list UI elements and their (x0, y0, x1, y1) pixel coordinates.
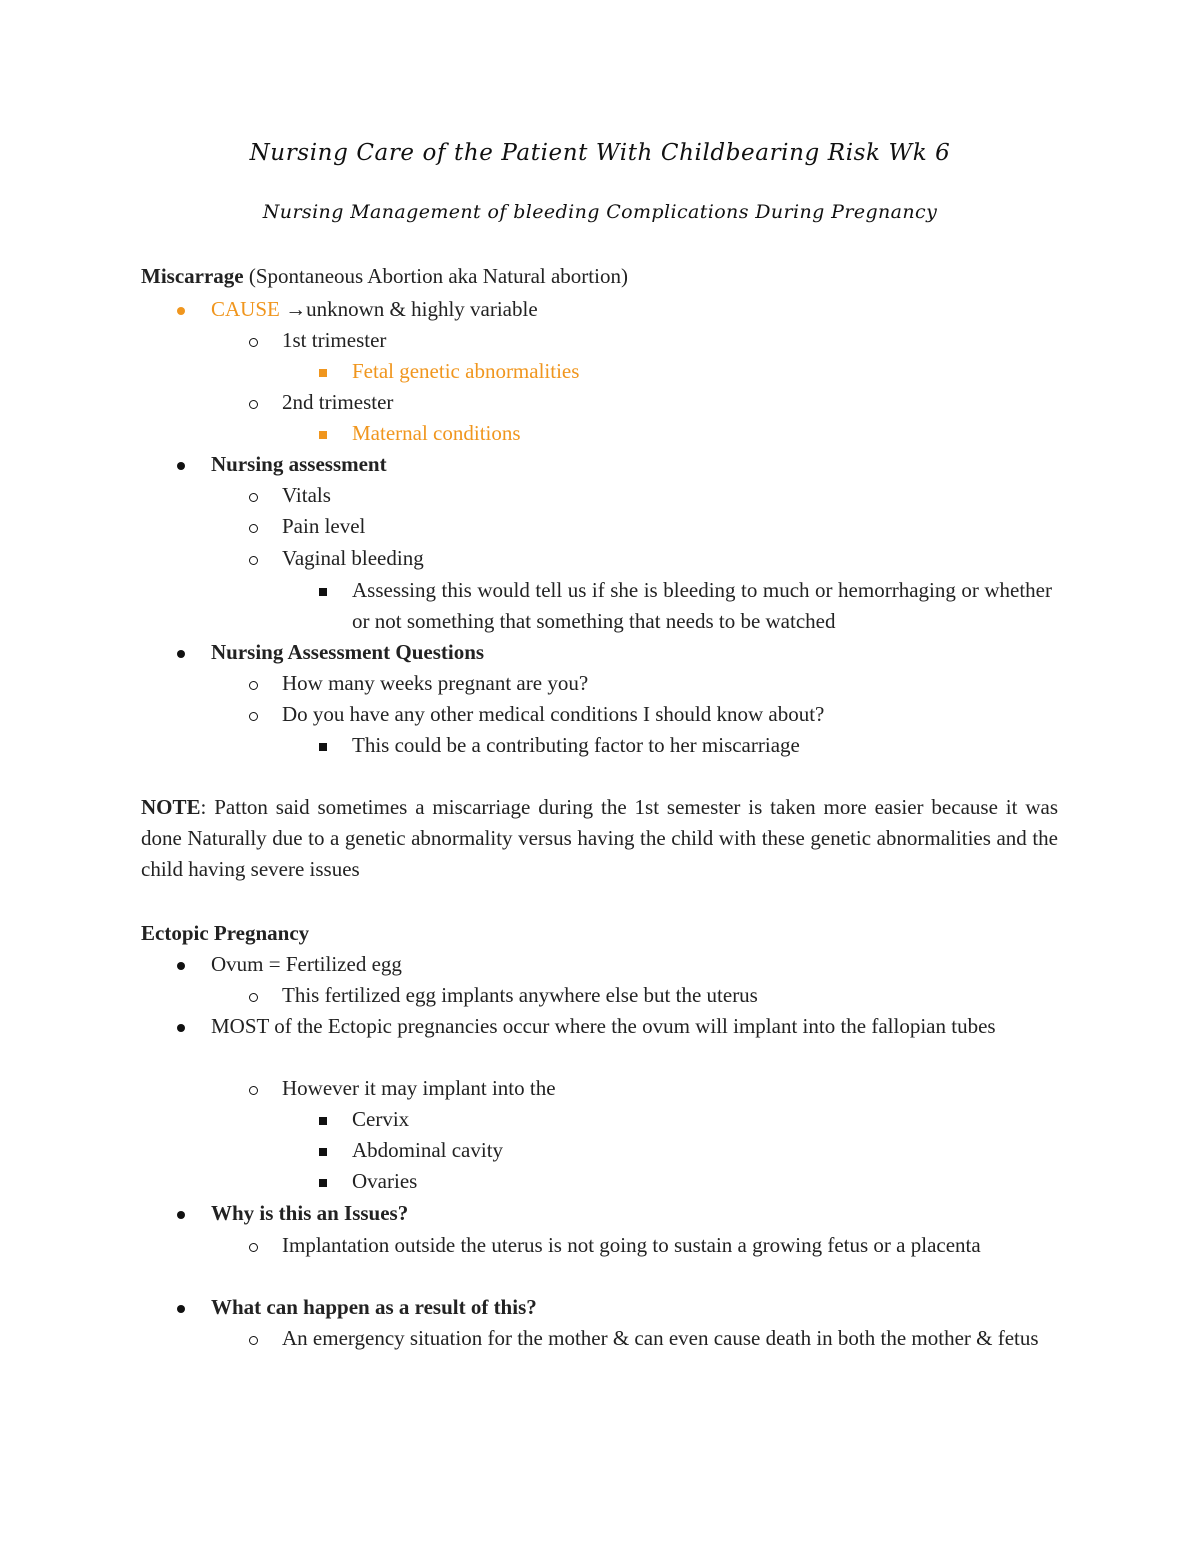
first-trimester: 1st trimester (282, 328, 387, 352)
miscarriage-heading-label: Miscarrage (141, 264, 244, 288)
page-subtitle: Nursing Management of bleeding Complications During Pregnancy (262, 201, 938, 223)
cause-item (211, 294, 538, 325)
assessment-questions: Nursing Assessment Questions (211, 640, 485, 664)
question-conditions: Do you have any other medical conditions I should know about? (282, 702, 825, 726)
bullet-ring-icon (243, 1230, 263, 1261)
bullet-square-icon (313, 575, 333, 606)
page-title: Nursing Care of the Patient With Childbearing Risk Wk 6 (249, 140, 951, 166)
however-implant: However it may implant into the (282, 1076, 556, 1100)
pain-level: Pain level (282, 514, 366, 538)
bullet-ring-icon (243, 699, 263, 730)
bullet-square-icon (313, 418, 333, 449)
maternal-conditions: Maternal conditions (352, 421, 521, 445)
bullet-ring-icon (243, 668, 263, 699)
note-text: : Patton said sometimes a miscarriage during the 1st semester is taken more easier because it was done Naturally due to a genetic abnormality versus having the child with these genetic abnormalities and the child having severe issues (141, 795, 1058, 881)
site-abdominal: Abdominal cavity (352, 1138, 504, 1162)
bullet-ring-icon (243, 480, 263, 511)
bullet-dot-icon (171, 449, 191, 480)
bullet-ring-icon (243, 1073, 263, 1104)
bullet-ring-icon (243, 543, 263, 574)
bullet-ring-icon (243, 1323, 263, 1354)
bullet-dot-icon (171, 637, 191, 668)
most-ectopic: MOST of the Ectopic pregnancies occur where the ovum will implant into the fallopian tubes (211, 1014, 996, 1038)
cause-label: CAUSE (211, 297, 280, 321)
bullet-dot-icon (171, 1198, 191, 1229)
bullet-dot-icon (171, 1011, 191, 1042)
nursing-assessment: Nursing assessment (211, 452, 387, 476)
emergency-text: An emergency situation for the mother & can even cause death in both the mother & fetus (282, 1326, 1039, 1350)
site-ovaries: Ovaries (352, 1169, 418, 1193)
bullet-square-icon (313, 1135, 333, 1166)
bullet-ring-icon (243, 325, 263, 356)
bullet-dot-icon (171, 294, 191, 325)
bullet-square-icon (313, 1166, 333, 1197)
implants-elsewhere: This fertilized egg implants anywhere else but the uterus (282, 983, 758, 1007)
bullet-dot-icon (171, 949, 191, 980)
bullet-ring-icon (243, 980, 263, 1011)
bullet-square-icon (313, 1104, 333, 1135)
contributing-factor: This could be a contributing factor to her miscarriage (352, 733, 800, 757)
fetal-genetic: Fetal genetic abnormalities (352, 359, 580, 383)
vaginal-bleeding: Vaginal bleeding (282, 546, 424, 570)
implantation-text: Implantation outside the uterus is not going to sustain a growing fetus or a placenta (282, 1233, 981, 1257)
bullet-ring-icon (243, 387, 263, 418)
cause-text: →unknown & highly variable (279, 297, 538, 321)
what-result: What can happen as a result of this? (211, 1295, 537, 1319)
bullet-square-icon (313, 730, 333, 761)
bullet-dot-icon (171, 1292, 191, 1323)
second-trimester: 2nd trimester (282, 390, 394, 414)
assessing-text: Assessing this would tell us if she is bleeding to much or hemorrhaging or whether or not something that something that needs to be watched (352, 578, 1052, 633)
why-issue: Why is this an Issues? (211, 1201, 409, 1225)
miscarriage-heading (141, 261, 628, 292)
bullet-square-icon (313, 356, 333, 387)
ectopic-heading: Ectopic Pregnancy (141, 921, 310, 945)
site-cervix: Cervix (352, 1107, 410, 1131)
note-paragraph (141, 792, 1058, 885)
bullet-ring-icon (243, 511, 263, 542)
miscarriage-heading-rest: (Spontaneous Abortion aka Natural abortion) (243, 264, 628, 288)
ovum-definition: Ovum = Fertilized egg (211, 952, 402, 976)
vitals: Vitals (282, 483, 331, 507)
question-weeks: How many weeks pregnant are you? (282, 671, 589, 695)
note-label: NOTE (141, 795, 201, 819)
